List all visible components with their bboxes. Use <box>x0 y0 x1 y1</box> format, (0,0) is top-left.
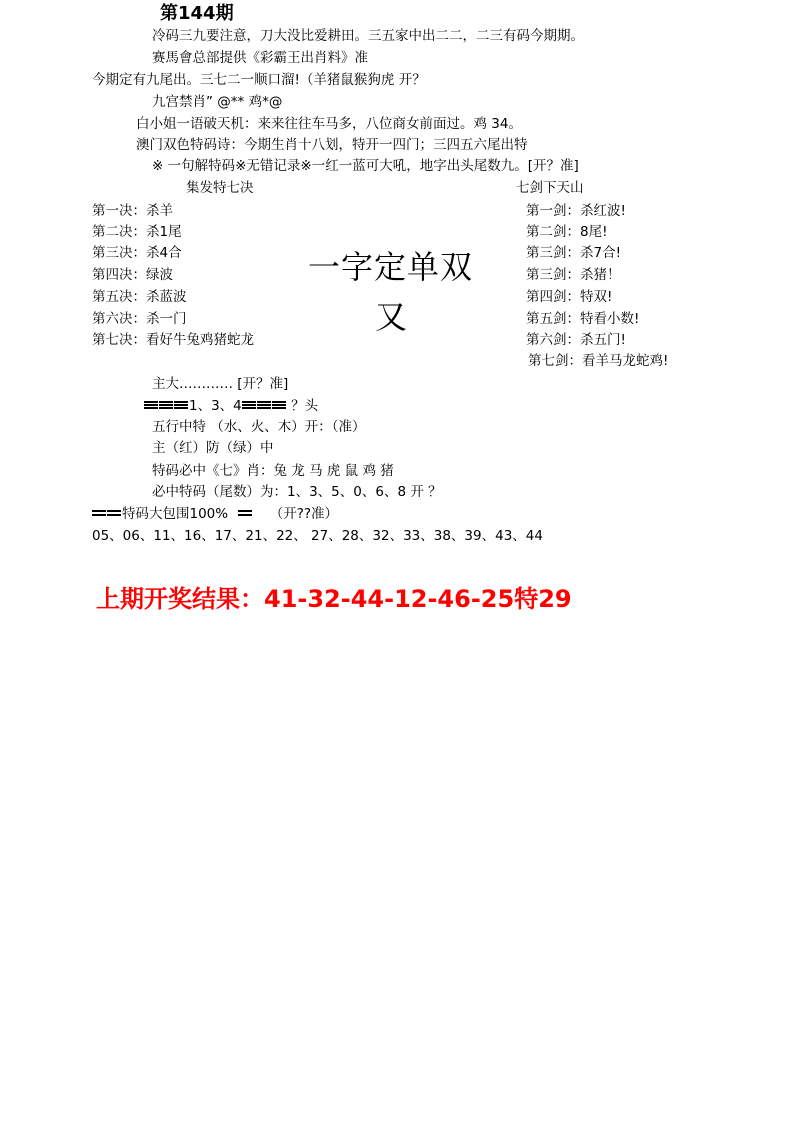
bottom-line-7 <box>92 505 338 523</box>
last-draw-result: 上期开奖结果：41-32-44-12-46-25特29 <box>96 585 572 613</box>
left-section-heading: 集发特七决 <box>186 180 254 196</box>
double-bar-icon <box>92 505 122 523</box>
list-item: 第五剑：特看小数! <box>526 311 640 327</box>
poem-line-5: 白小姐一语破天机：来来往往车马多，八位商女前面过。鸡 34。 <box>136 116 522 132</box>
bottom-line-6: 必中特码（尾数）为：1、3、5、0、6、8 开 ？ <box>152 484 442 500</box>
list-item: 第七剑：看羊马龙蛇鸡! <box>528 353 669 369</box>
poem-line-7: ※ 一句解特码※无错记录※一红一蓝可大吼，地字出头尾数九。[开？准] <box>152 158 579 174</box>
bottom-line-4: 主（红）防（绿）中 <box>152 440 274 456</box>
bottom-line-2-suffix: ？头 <box>291 398 319 414</box>
center-big-text-2: 又 <box>375 298 409 336</box>
list-item: 第一剑：杀红波! <box>526 203 626 219</box>
bottom-line-7-suffix: （开??准） <box>269 506 339 522</box>
list-item: 第五决：杀蓝波 <box>92 289 187 305</box>
poem-line-4: 九宫禁肖” @** 鸡*@ <box>152 94 283 110</box>
right-section-heading: 七剑下天山 <box>516 180 584 196</box>
list-item: 第三剑：杀猪！ <box>526 267 621 283</box>
list-item: 第四决：绿波 <box>92 267 173 283</box>
center-big-text: 一字定单双 <box>308 248 474 286</box>
poem-line-1: 冷码三九要注意，刀大没比爱耕田。三五家中出二二，二三有码今期期。 <box>152 28 584 44</box>
triple-bar-icon <box>242 397 287 415</box>
issue-title: 第144期 <box>160 3 234 24</box>
double-bar-icon <box>238 505 253 523</box>
list-item: 第七决：看好牛兔鸡猪蛇龙 <box>92 332 254 348</box>
list-item: 第三剑：杀7合! <box>526 245 622 261</box>
bottom-line-5: 特码必中《七》肖：兔 龙 马 虎 鼠 鸡 猪 <box>152 463 394 479</box>
triple-bar-icon <box>144 397 189 415</box>
bottom-line-1: 主大………… [开？准] <box>152 376 289 392</box>
list-item: 第二剑：8尾! <box>526 224 608 240</box>
poem-line-6: 澳门双色特码诗：今期生肖十八划，特开一四门；三四五六尾出特 <box>136 137 528 153</box>
bottom-line-2-text: 1、3、4 <box>189 398 242 414</box>
bottom-line-2 <box>144 397 318 415</box>
list-item: 第二决：杀1尾 <box>92 224 182 240</box>
poem-line-2: 赛馬會总部提供《彩霸王出肖料》准 <box>152 50 368 66</box>
poem-line-3: 今期定有九尾出。三七二一顺口溜!（羊猪鼠猴狗虎 开？ <box>92 72 426 88</box>
number-list: 05、06、11、16、17、21、22、 27、28、32、33、38、39、43、44 <box>92 528 543 544</box>
list-item: 第一决：杀羊 <box>92 203 173 219</box>
list-item: 第六决：杀一门 <box>92 311 187 327</box>
bottom-line-7-text: 特码大包围100% <box>122 506 229 522</box>
bottom-line-3: 五行中特 （水、火、木）开：（准） <box>152 419 366 435</box>
list-item: 第四剑：特双! <box>526 289 613 305</box>
list-item: 第六剑：杀五门! <box>526 332 626 348</box>
list-item: 第三决：杀4合 <box>92 245 182 261</box>
